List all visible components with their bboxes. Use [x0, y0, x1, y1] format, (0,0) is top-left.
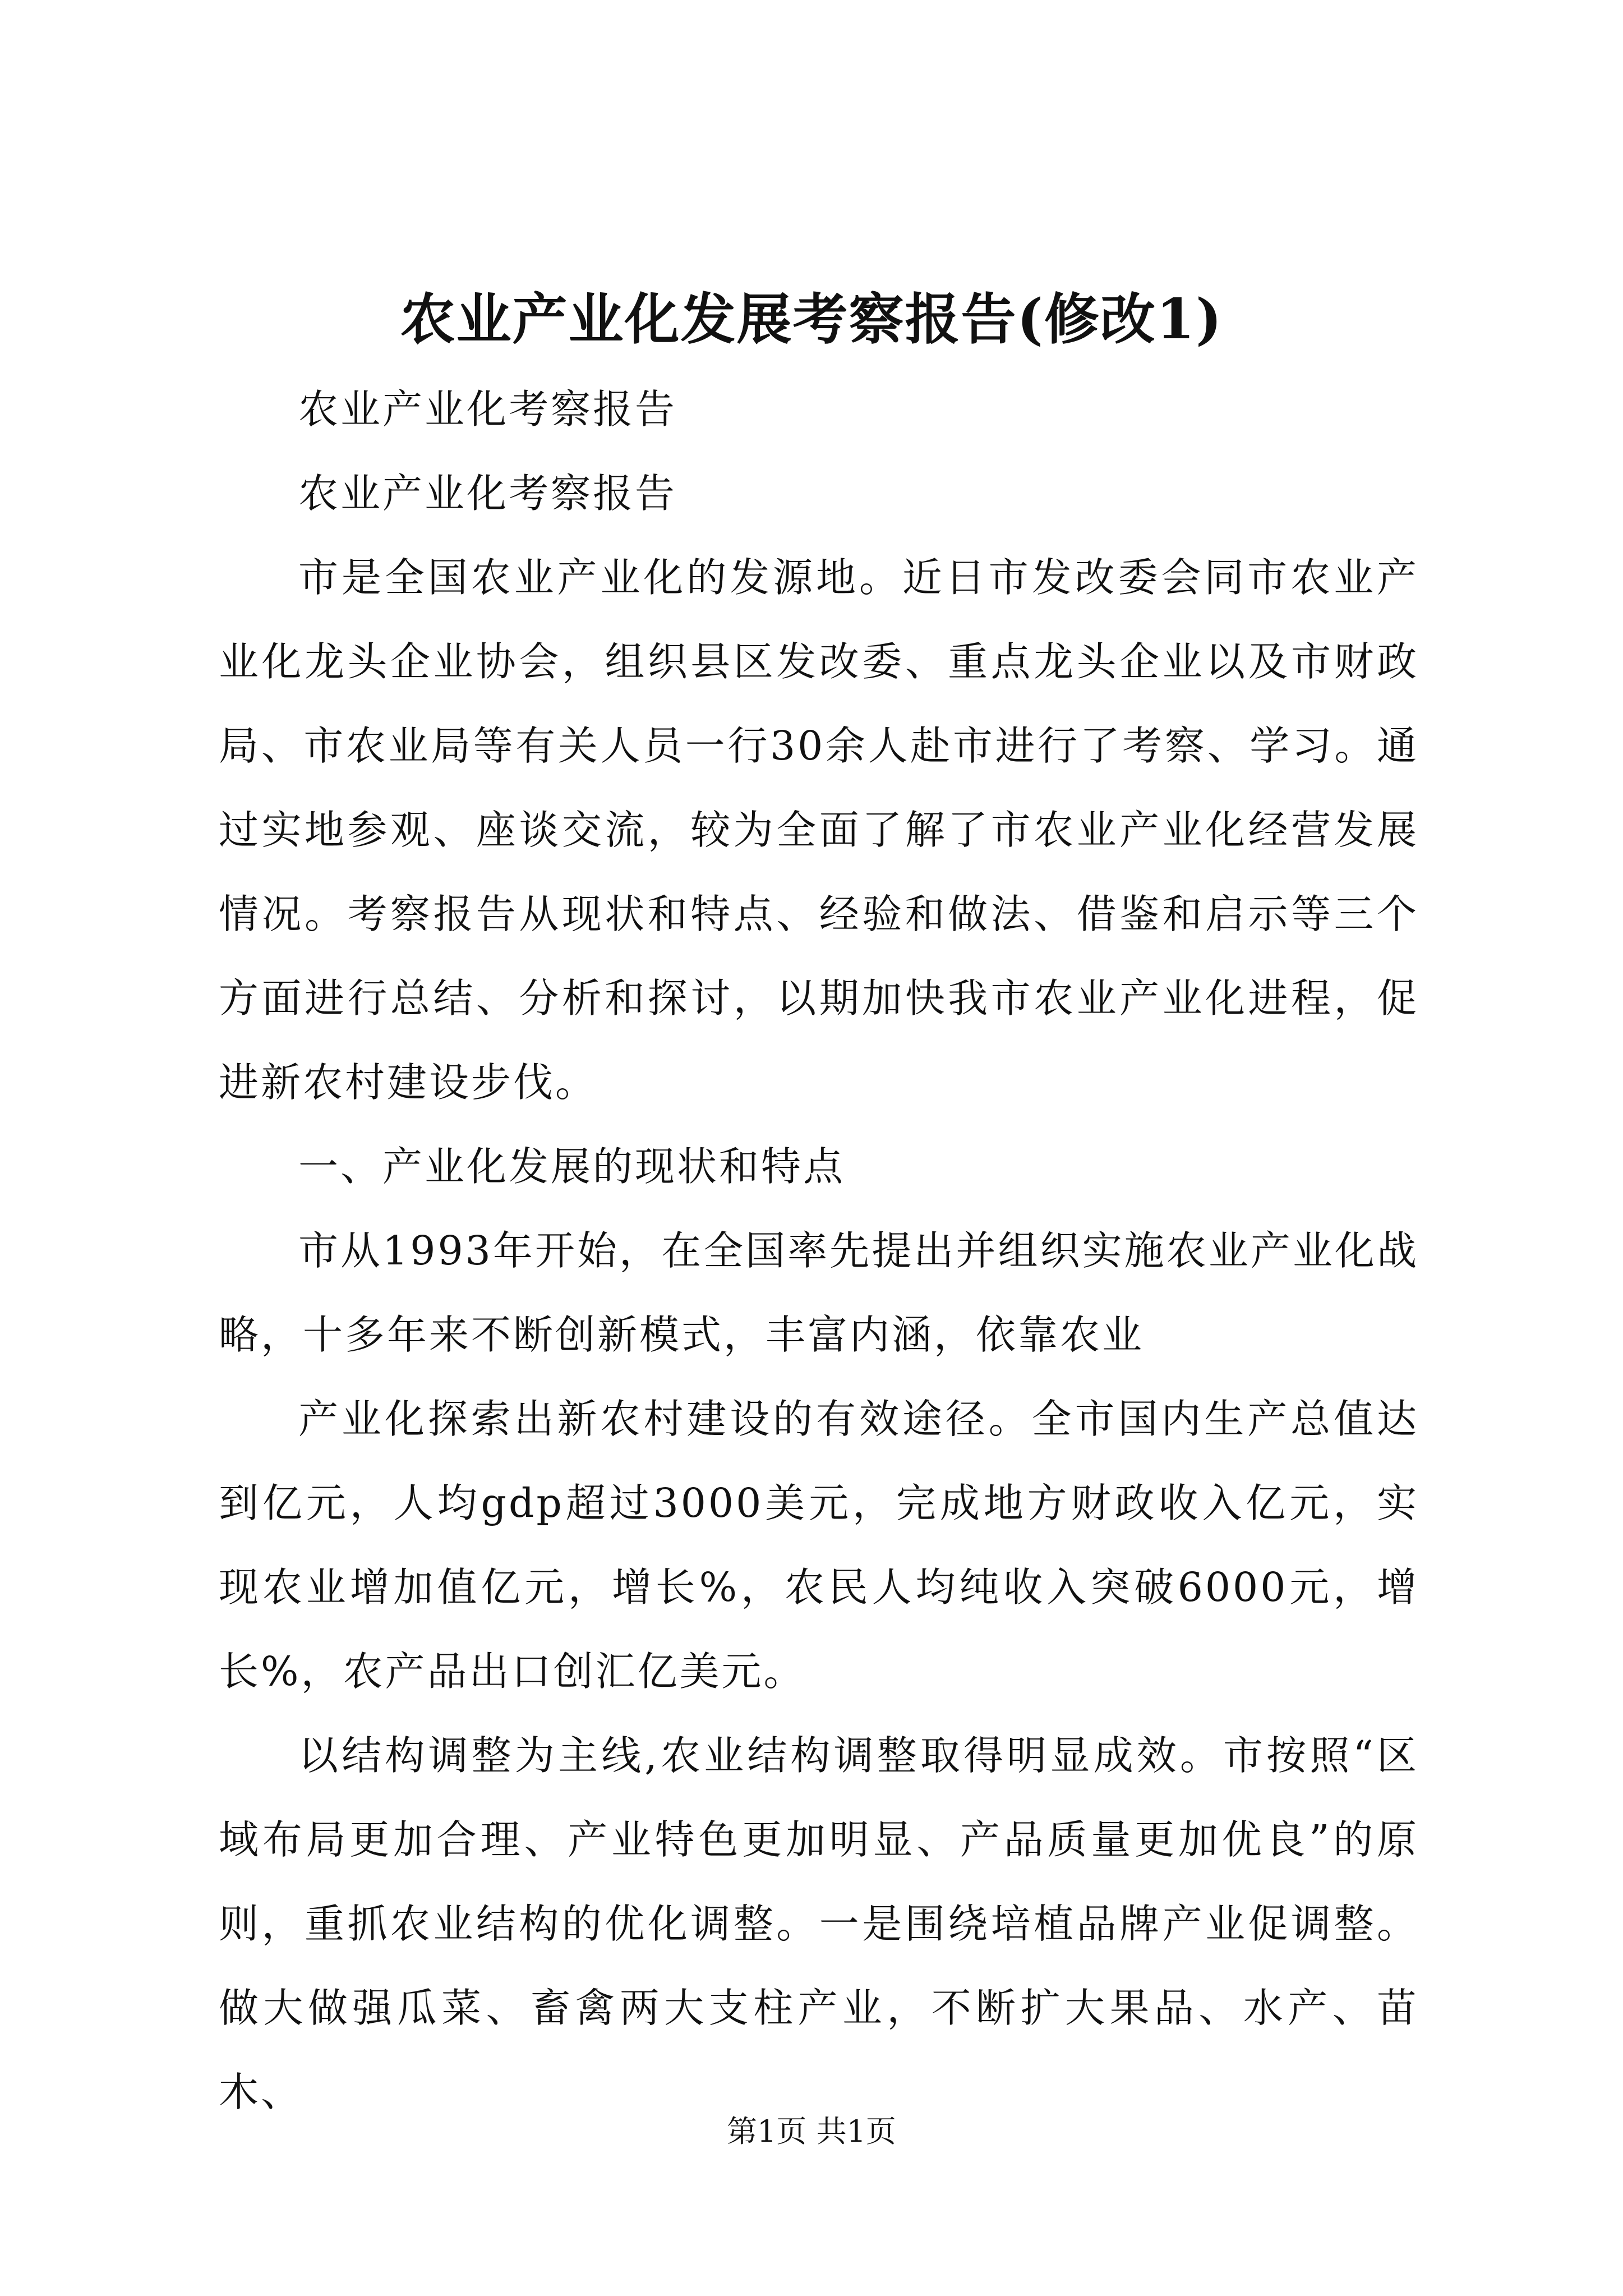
page-footer: 第1页 共1页 — [727, 2114, 896, 2149]
paragraph: 产业化探索出新农村建设的有效途径。全市国内生产总值达到亿元，人均gdp超过3000美元，完成地方财政收入亿元，实现农业增加值亿元，增长%，农民人均纯收入突破6000元，增长%，农产品出口创汇亿美元。 — [219, 1396, 1419, 1695]
paragraph: 市是全国农业产业化的发源地。近日市发改委会同市农业产业化龙头企业协会，组织县区发改委、重点龙头企业以及市财政局、市农业局等有关人员一行30余人赴市进行了考察、学习。通过实地参观、座谈交流，较为全面了解了市农业产业化经营发展情况。考察报告从现状和特点、经验和做法、借鉴和启示等三个方面进行总结、分析和探讨，以期加快我市农业产业化进程，促进新农村建设步伐。 — [219, 554, 1419, 1106]
paragraph: 农业产业化考察报告 — [298, 470, 677, 517]
document-body — [219, 367, 1419, 2134]
section-heading: 一、产业化发展的现状和特点 — [298, 1143, 846, 1190]
paragraph: 市从1993年开始，在全国率先提出并组织实施农业产业化战略，十多年来不断创新模式，丰富内涵，依靠农业 — [219, 1227, 1419, 1358]
paragraph: 农业产业化考察报告 — [298, 386, 677, 432]
paragraph: 以结构调整为主线,农业结构调整取得明显成效。市按照“区域布局更加合理、产业特色更加明显、产品质量更加优良”的原则，重抓农业结构的优化调整。一是围绕培植品牌产业促调整。做大做强瓜菜、畜禽两大支柱产业，不断扩大果品、水产、苗木、 — [219, 1732, 1419, 2115]
document-title: 农业产业化发展考察报告(修改1) — [400, 287, 1223, 352]
